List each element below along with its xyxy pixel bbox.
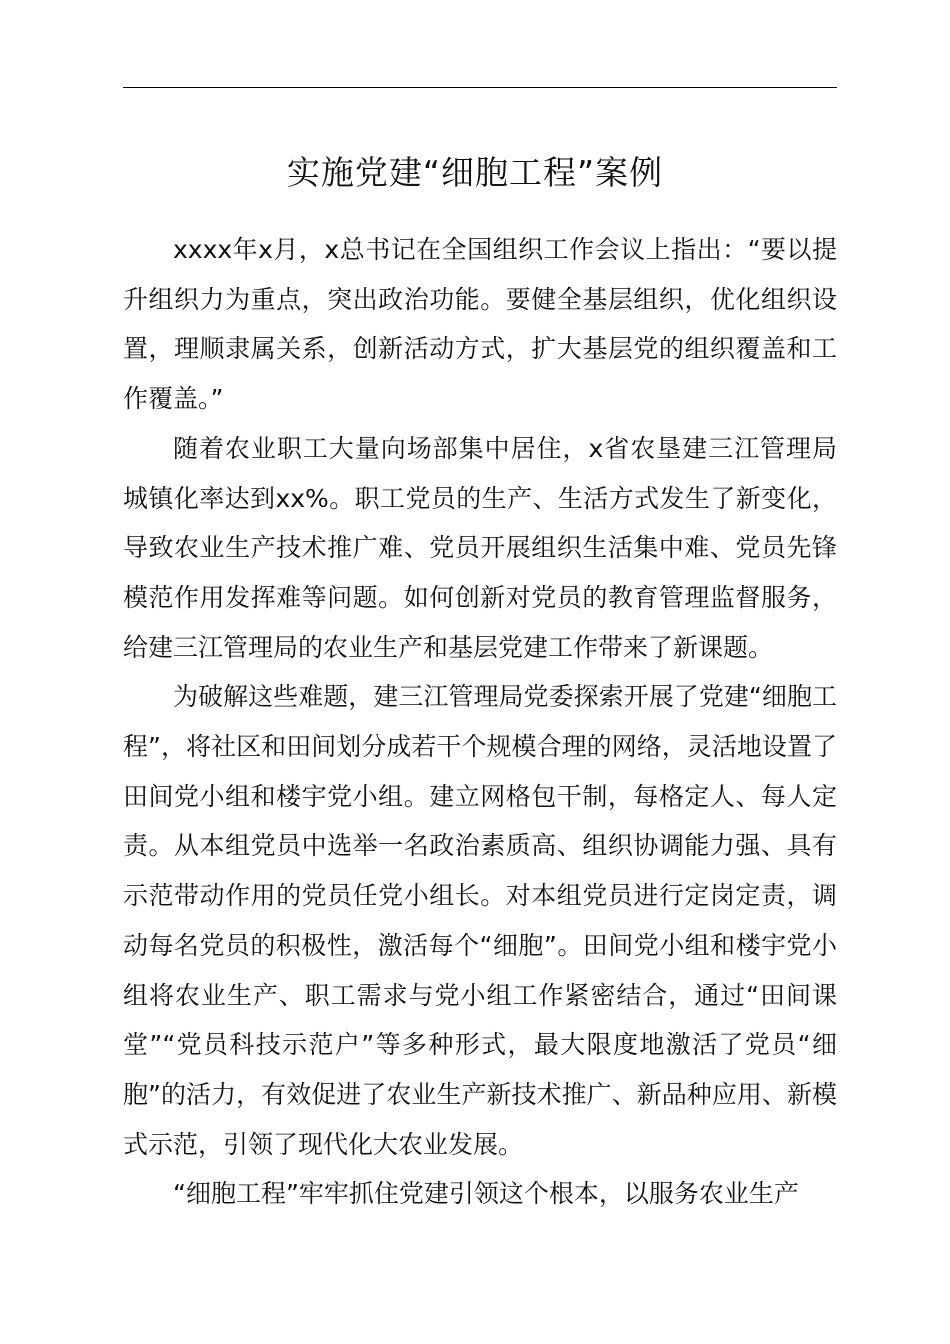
document-body xyxy=(123,225,837,1219)
paragraph-4: “细胞工程”牢牢抓住党建引领这个根本，以服务农业生产 xyxy=(173,1179,799,1209)
paragraph-2: 随着农业职工大量向场部集中居住，x省农垦建三江管理局城镇化率达到xx%。职工党员的生产、生活方式发生了新变化，导致农业生产技术推广难、党员开展组织生活集中难、党员先锋模范作用发挥难等问题。如何创新对党员的教育管理监督服务，给建三江管理局的农业生产和基层党建工作带来了新课题。 xyxy=(123,433,837,662)
document-title: 实施党建“细胞工程”案例 xyxy=(286,153,664,192)
header-rule xyxy=(123,87,837,88)
paragraph-1: xxxx年x月，x总书记在全国组织工作会议上指出：“要以提升组织力为重点，突出政治功能。要健全基层组织，优化组织设置，理顺隶属关系，创新活动方式，扩大基层党的组织覆盖和工作覆盖。” xyxy=(123,235,837,414)
paragraph-3: 为破解这些难题，建三江管理局党委探索开展了党建“细胞工程”，将社区和田间划分成若干个规模合理的网络，灵活地设置了田间党小组和楼宇党小组。建立网格包干制，每格定人、每人定责。从本组党员中选举一名政治素质高、组织协调能力强、具有示范带动作用的党员任党小组长。对本组党员进行定岗定责，调动每名党员的积极性，激活每个“细胞”。田间党小组和楼宇党小组将农业生产、职工需求与党小组工作紧密结合，通过“田间课堂”“党员科技示范户”等多种形式，最大限度地激活了党员“细胞”的活力，有效促进了农业生产新技术推广、新品种应用、新模式示范，引领了现代化大农业发展。 xyxy=(123,682,837,1159)
